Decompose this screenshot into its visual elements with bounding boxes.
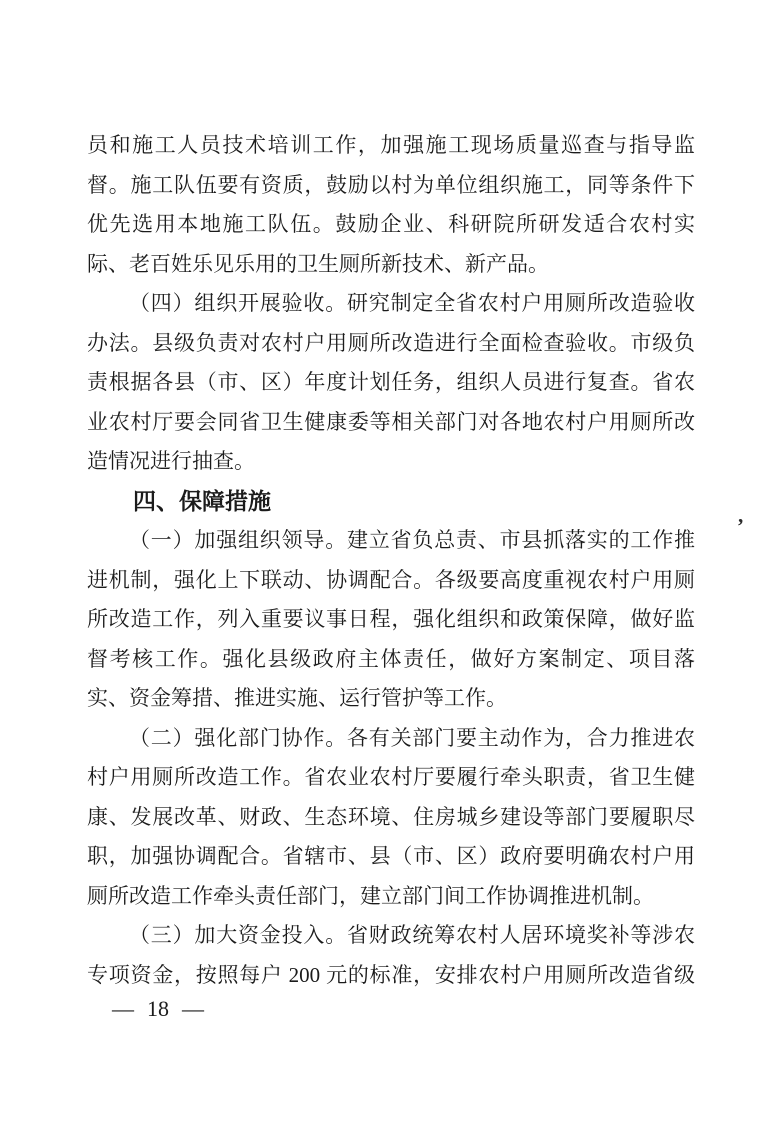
scan-artifact-mark: ’ — [737, 514, 744, 538]
text-line: 员和施工人员技术培训工作，加强施工现场质量巡查与指导监 — [87, 133, 695, 157]
text-line: 督考核工作。强化县级政府主体责任，做好方案制定、项目落 — [87, 646, 695, 671]
paragraph-item-3-funding — [87, 916, 695, 995]
footer-right-dash: — — [182, 996, 204, 1021]
text-line: 进机制，强化上下联动、协调配合。各级要高度重视农村户用厕 — [87, 567, 695, 592]
text-line: 厕所改造工作牵头责任部门，建立部门间工作协调推进机制。 — [87, 883, 654, 908]
text-line: （三）加大资金投入。省财政统筹农村人居环境奖补等涉农 — [129, 923, 695, 947]
text-line: 责根据各县（市、区）年度计划任务，组织人员进行复查。省农 — [87, 370, 695, 394]
text-line: 业农村厅要会同省卫生健康委等相关部门对各地农村户用厕所改 — [87, 409, 695, 434]
text-line: （二）强化部门协作。各有关部门要主动作为，合力推进农 — [129, 725, 695, 750]
page-footer — [112, 996, 204, 1022]
footer-left-dash: — — [112, 996, 134, 1021]
text-line: 康、发展改革、财政、生态环境、住房城乡建设等部门要履职尽 — [87, 804, 695, 829]
text-line: 督。施工队伍要有资质，鼓励以村为单位组织施工，同等条件下 — [87, 172, 695, 197]
paragraph-item-4-acceptance — [87, 284, 695, 482]
text-line: 际、老百姓乐见乐用的卫生厕所新技术、新产品。 — [87, 251, 549, 276]
text-line: 所改造工作，列入重要议事日程，强化组织和政策保障，做好监 — [87, 607, 695, 631]
page-number: 18 — [147, 996, 169, 1021]
text-line: （一）加强组织领导。建立省负总责、市县抓落实的工作推 — [129, 528, 695, 552]
text-line: 优先选用本地施工队伍。鼓励企业、科研院所研发适合农村实 — [87, 212, 695, 236]
paragraph-continuation — [87, 126, 695, 284]
document-body — [87, 126, 695, 995]
text-line: 造情况进行抽查。 — [87, 449, 255, 473]
paragraph-item-1-leadership — [87, 521, 695, 719]
section-heading: 四、保障措施 — [133, 487, 271, 514]
text-line: 村户用厕所改造工作。省农业农村厅要履行牵头职责，省卫生健 — [87, 765, 695, 789]
text-line: 办法。县级负责对农村户用厕所改造进行全面检查验收。市级负 — [87, 330, 695, 355]
text-line: 职，加强协调配合。省辖市、县（市、区）政府要明确农村户用 — [87, 844, 695, 868]
text-line: 实、资金筹措、推进实施、运行管护等工作。 — [87, 686, 507, 710]
paragraph-item-2-coordination — [87, 719, 695, 917]
text-line: 专项资金，按照每户 200 元的标准，安排农村户用厕所改造省级 — [87, 962, 695, 987]
text-line: （四）组织开展验收。研究制定全省农村户用厕所改造验收 — [129, 291, 695, 315]
